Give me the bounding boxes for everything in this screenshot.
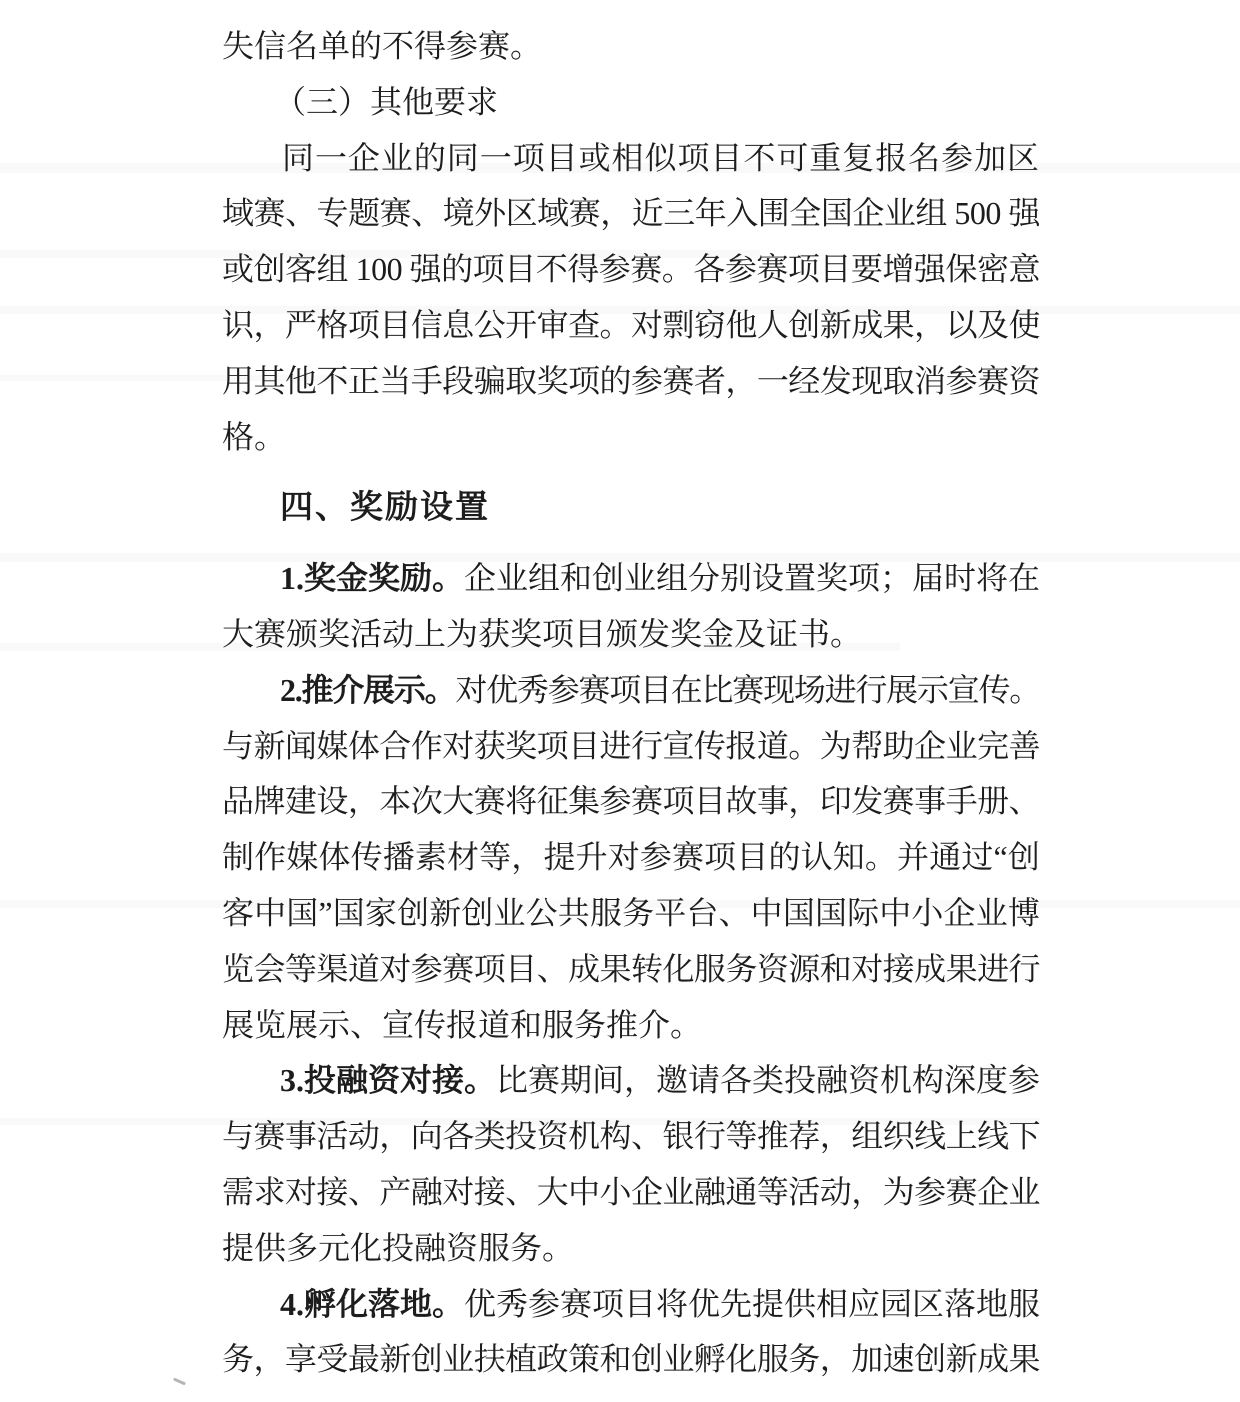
text-line [222,942,1040,998]
text-line [222,19,1040,75]
text-line [222,663,1040,719]
text-line [222,75,1040,131]
text-segment: 同一企业的同一项目或相似项目不可重复报名参加区 [282,139,1040,176]
text-line [222,830,1040,886]
text-segment: 优秀参赛项目将优先提供相应园区落地服 [464,1285,1040,1322]
text-line [222,607,1040,663]
text-line [222,186,1040,242]
text-line [222,1332,1040,1388]
text-segment: 企业组和创业组分别设置奖项；届时将在 [464,560,1040,597]
text-line [222,719,1040,775]
text-segment: 与新闻媒体合作对获奖项目进行宣传报道。为帮助企业完善 [222,727,1040,764]
text-column [222,19,1040,1388]
text-line [222,354,1040,410]
text-line [222,242,1040,298]
text-segment: 大赛颁奖活动上为获奖项目颁发奖金及证书。 [222,615,863,652]
text-segment: 识，严格项目信息公开审查。对剽窃他人创新成果，以及使 [222,306,1040,343]
text-line [222,998,1040,1054]
text-line [222,410,1040,466]
text-segment: 域赛、专题赛、境外区域赛，近三年入围全国企业组 500 强 [222,195,1040,232]
text-segment: 格。 [222,418,287,455]
bold-text-segment: 2.推介展示。 [280,671,456,708]
text-segment: 对优秀参赛项目在比赛现场进行展示宣传。 [455,671,1040,708]
text-line [222,551,1040,607]
bold-text-segment: 四、奖励设置 [280,490,490,527]
text-line [222,131,1040,187]
text-segment: 需求对接、产融对接、大中小企业融通等活动，为参赛企业 [222,1173,1040,1210]
text-segment: （三）其他要求 [274,83,499,120]
text-segment: 提供多元化投融资服务。 [222,1229,575,1266]
text-line [222,1165,1040,1221]
bold-text-segment: 1.奖金奖励。 [280,560,464,597]
text-segment: 品牌建设，本次大赛将征集参赛项目故事，印发赛事手册、 [222,783,1040,820]
text-line [222,298,1040,354]
text-line [222,1277,1040,1333]
text-segment: 客中国”国家创新创业公共服务平台、中国国际中小企业博 [222,894,1040,931]
text-segment: 失信名单的不得参赛。 [222,28,543,64]
text-line [222,1221,1040,1277]
text-segment: 展览展示、宣传报道和服务推介。 [222,1006,703,1043]
text-segment: 或创客组 100 强的项目不得参赛。各参赛项目要增强保密意 [222,251,1040,288]
section-heading [222,481,1040,537]
text-line [222,1053,1040,1109]
text-segment: 比赛期间，邀请各类投融资机构深度参 [496,1062,1040,1099]
text-segment: 制作媒体传播素材等，提升对参赛项目的认知。并通过“创 [222,839,1040,876]
text-line [222,886,1040,942]
text-segment: 与赛事活动，向各类投资机构、银行等推荐，组织线上线下 [222,1118,1040,1155]
text-line [222,774,1040,830]
text-segment: 用其他不正当手段骗取奖项的参赛者，一经发现取消参赛资 [222,362,1040,399]
text-segment: 览会等渠道对参赛项目、成果转化服务资源和对接成果进行 [222,950,1040,987]
scan-speck [173,1377,186,1385]
bold-text-segment: 4.孵化落地。 [280,1285,464,1322]
bold-text-segment: 3.投融资对接。 [280,1062,496,1099]
text-line [222,1109,1040,1165]
text-segment: 务，享受最新创业扶植政策和创业孵化服务，加速创新成果 [222,1341,1040,1378]
